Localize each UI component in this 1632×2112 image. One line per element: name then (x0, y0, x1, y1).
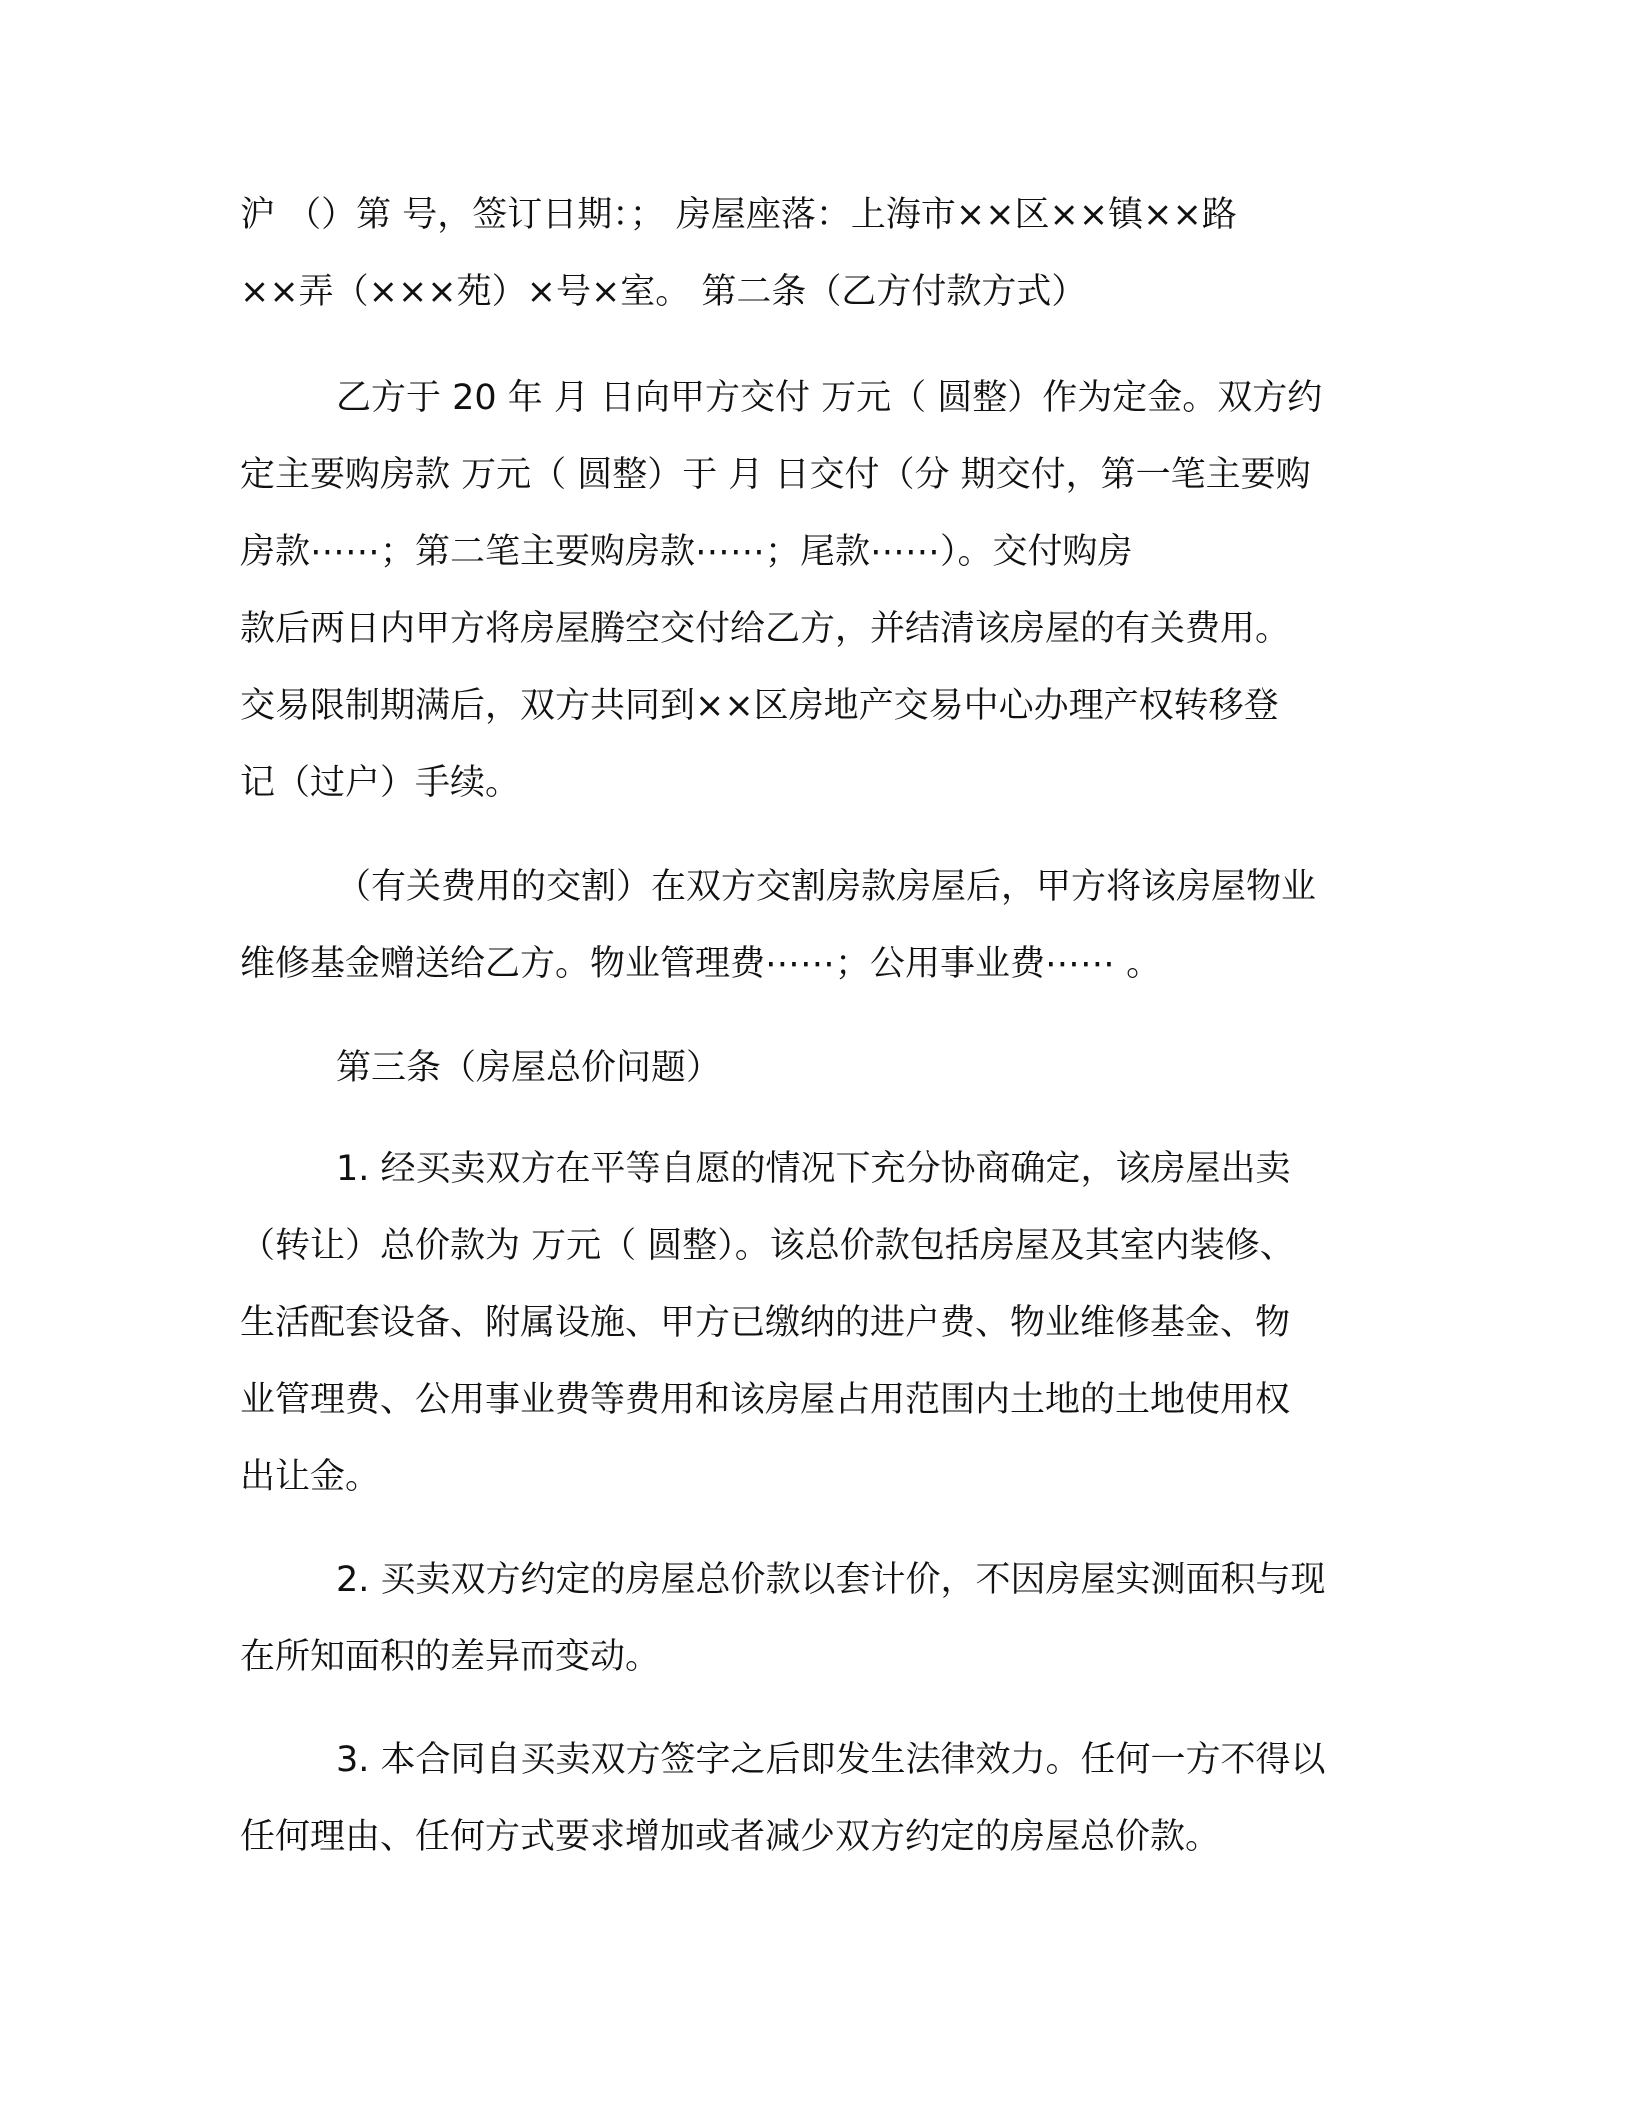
text-line: 1. 经买卖双方在平等自愿的情况下充分协商确定，该房屋出卖 (336, 1149, 1291, 1189)
text-line: 在所知面积的差异而变动。 (240, 1637, 661, 1677)
text-line: 交易限制期满后，双方共同到××区房地产交易中心办理产权转移登 (240, 686, 1279, 726)
text-line: 任何理由、任何方式要求增加或者减少双方约定的房屋总价款。 (240, 1817, 1221, 1857)
text-line: 乙方于 20 年 月 日向甲方交付 万元（ 圆整）作为定金。双方约 (336, 378, 1323, 418)
text-line: ××弄（×××苑）×号×室。 第二条（乙方付款方式） (240, 272, 1087, 312)
text-line: 第三条（房屋总价问题） (336, 1048, 722, 1088)
text-line: 出让金。 (240, 1457, 381, 1497)
text-line: （转让）总价款为 万元（ 圆整）。该总价款包括房屋及其室内装修、 (240, 1226, 1295, 1266)
paragraph-total-price-clause-2 (240, 1542, 1390, 1696)
text-line: 2. 买卖双方约定的房屋总价款以套计价，不因房屋实测面积与现 (336, 1560, 1326, 1600)
text-line: （有关费用的交割）在双方交割房款房屋后，甲方将该房屋物业 (336, 867, 1317, 907)
text-line: 生活配套设备、附属设施、甲方已缴纳的进户费、物业维修基金、物 (240, 1303, 1291, 1343)
text-line: 业管理费、公用事业费等费用和该房屋占用范围内土地的土地使用权 (240, 1380, 1291, 1420)
section-heading-article-3 (240, 1030, 1390, 1107)
paragraph-fee-handover (240, 849, 1390, 1003)
text-line: 房款⋯⋯；第二笔主要购房款⋯⋯；尾款⋯⋯）。交付购房 (240, 532, 1133, 572)
text-line: 定主要购房款 万元（ 圆整）于 月 日交付（分 期交付，第一笔主要购 (240, 455, 1311, 495)
paragraph-total-price-clause-3 (240, 1722, 1390, 1876)
text-line: 维修基金赠送给乙方。物业管理费⋯⋯；公用事业费⋯⋯ 。 (240, 944, 1162, 984)
text-line: 沪 （）第 号，签订日期：； 房屋座落：上海市××区××镇××路 (240, 195, 1237, 235)
paragraph-total-price-clause-1 (240, 1131, 1390, 1516)
text-line: 记（过户）手续。 (240, 763, 521, 803)
text-line: 3. 本合同自买卖双方签字之后即发生法律效力。任何一方不得以 (336, 1740, 1326, 1780)
text-line: 款后两日内甲方将房屋腾空交付给乙方，并结清该房屋的有关费用。 (240, 609, 1291, 649)
paragraph-contract-number-location (240, 177, 1390, 331)
paragraph-payment-method (240, 360, 1390, 822)
